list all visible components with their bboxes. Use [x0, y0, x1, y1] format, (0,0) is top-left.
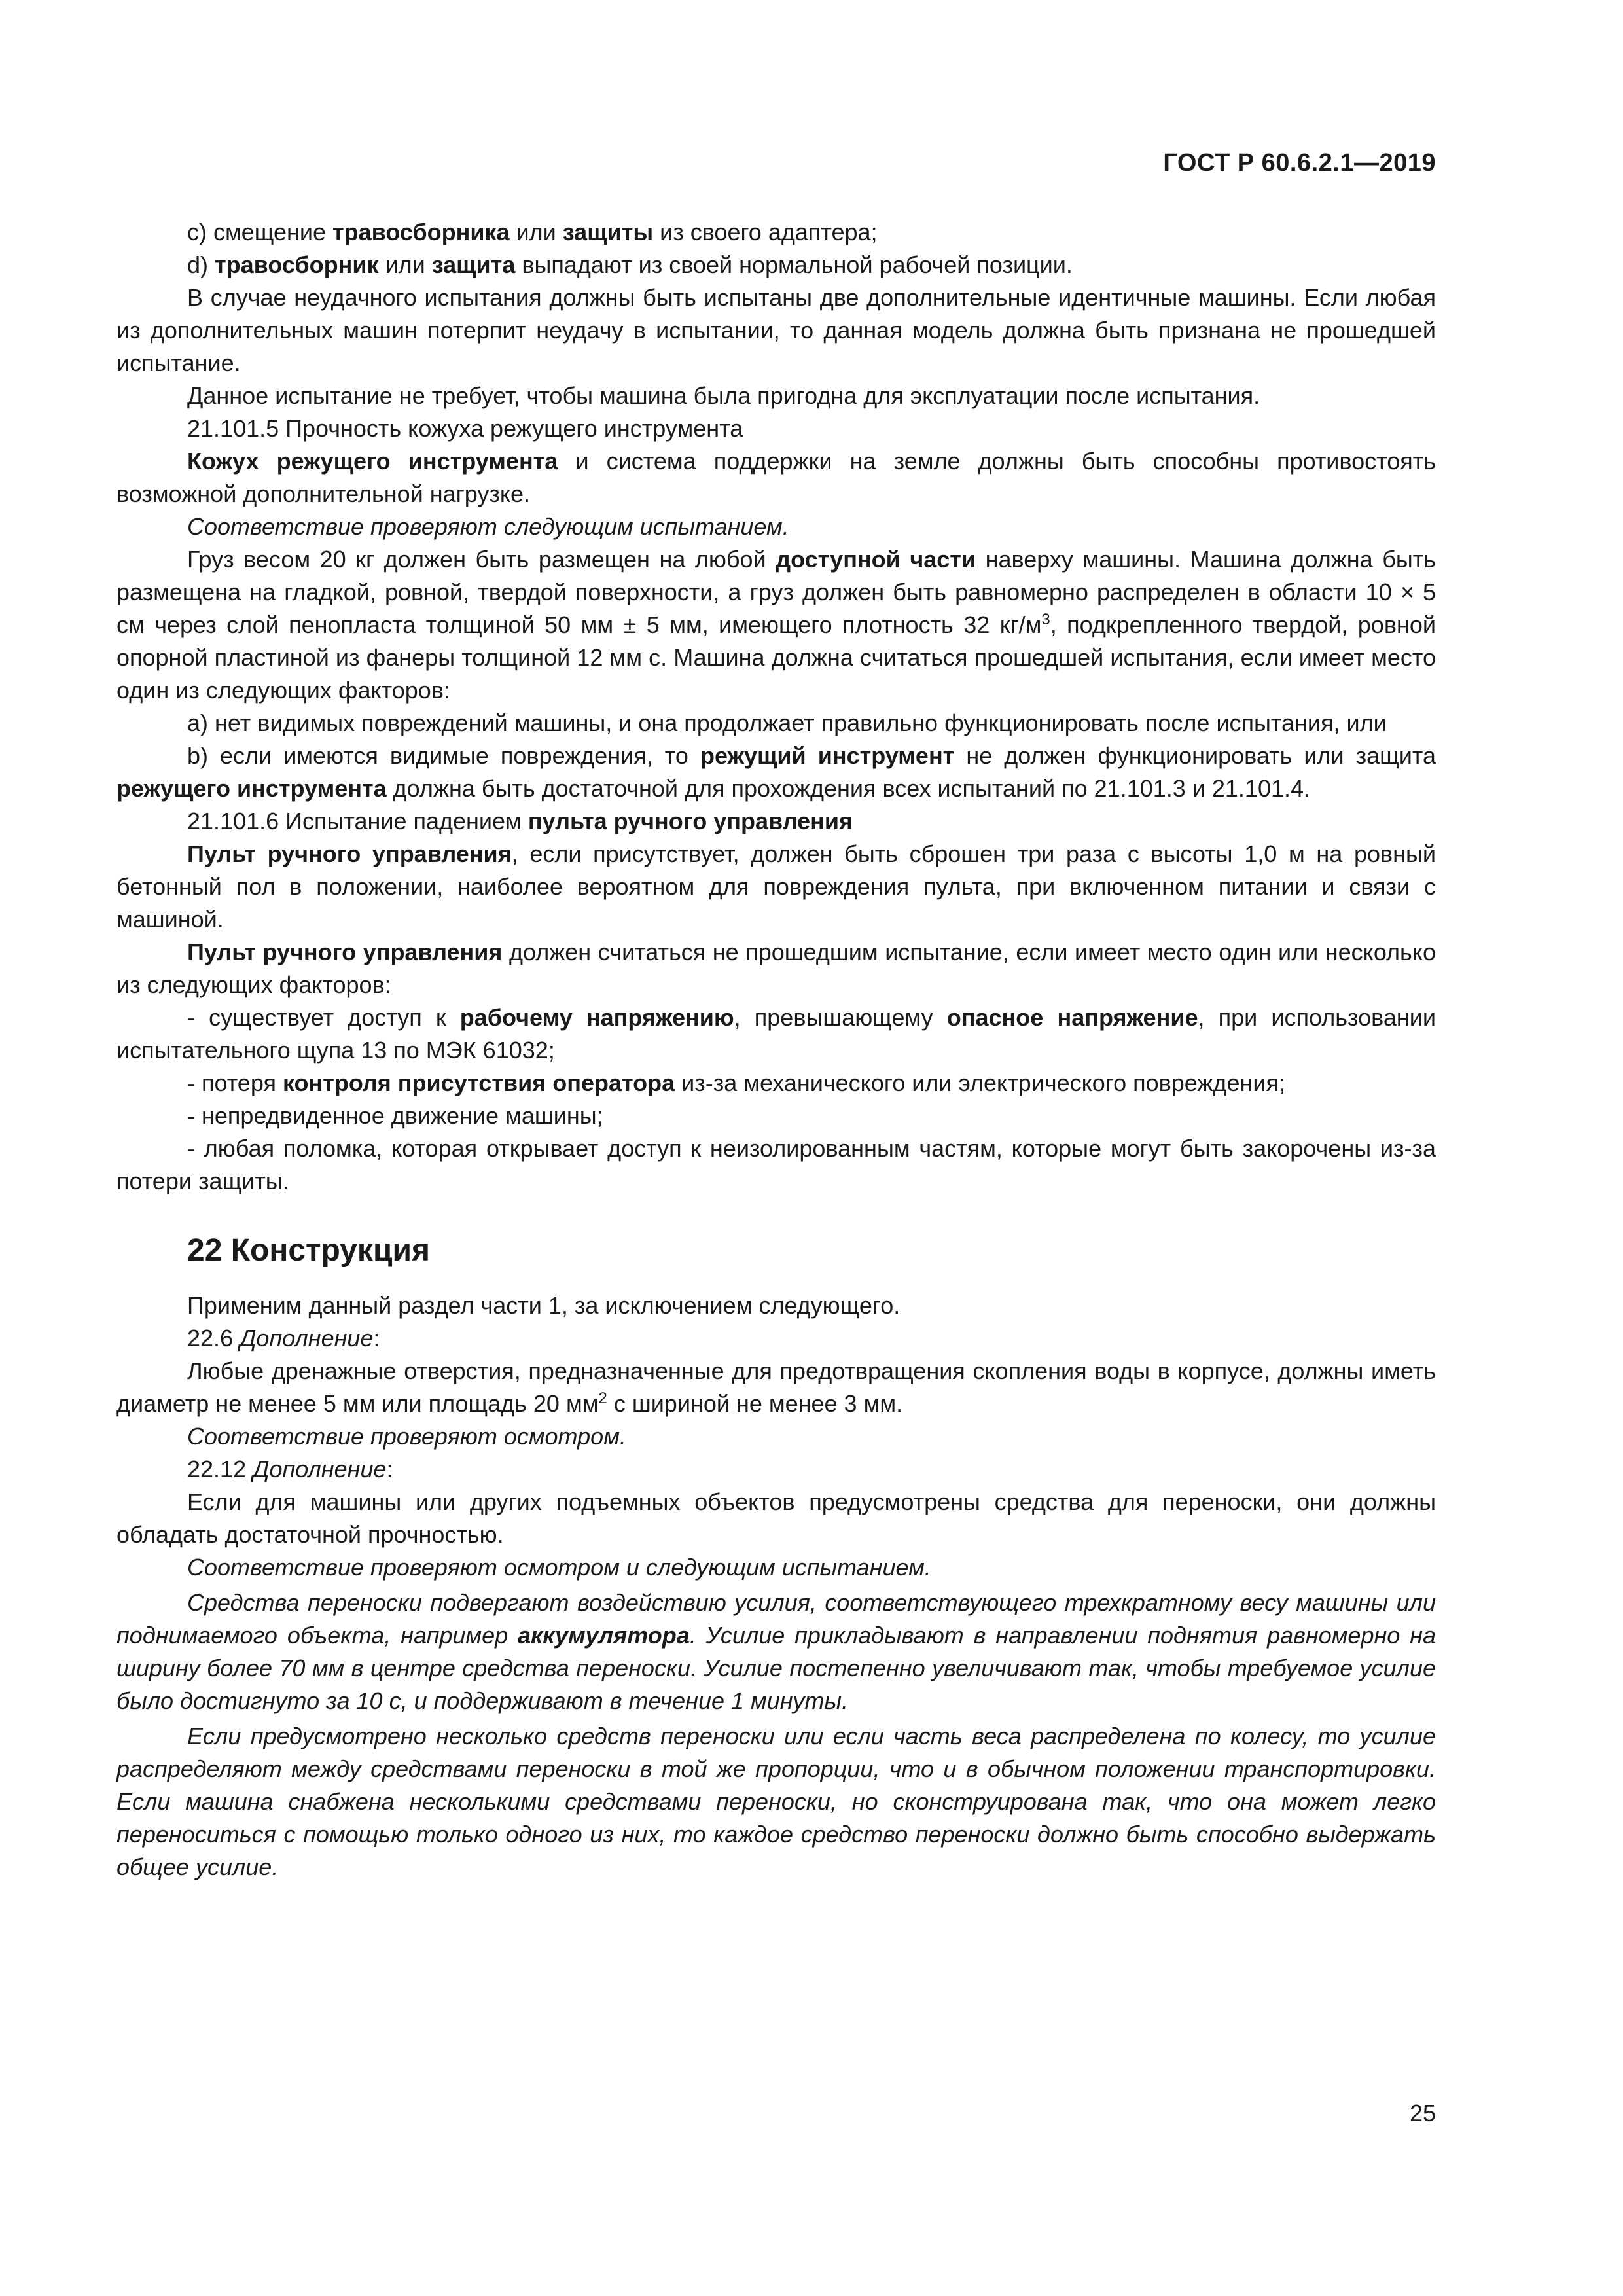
- bold-term: аккумулятора: [518, 1622, 690, 1649]
- paragraph: [116, 1551, 1436, 1584]
- text-run: b) если имеются видимые повреждения, то: [187, 742, 700, 769]
- text-run: Если предусмотрено несколько средств переноски или если часть веса распределена по колесу, то усилие распределяют между средствами переноски в той же пропорции, что и в обычном положении транспортировки. Если машина снабжена несколькими средствами переноски, но сконструирована так, что она может легко переноситься с помощью только одного из них, то каждое средство переноски должно быть способно выдержать общее усилие.: [116, 1723, 1436, 1880]
- bold-term: травосборника: [332, 219, 510, 245]
- text-run: :: [386, 1456, 393, 1482]
- bold-term: защита: [431, 251, 516, 278]
- text-run: и система поддержки на земле должны быть способны противостоять возможной дополнительной нагрузке.: [116, 448, 1436, 507]
- text-run: с шириной не менее 3 мм.: [607, 1390, 903, 1417]
- text-run: . Усилие прикладывают в направлении поднятия равномерно на ширину более 70 мм в центре средства переноски. Усилие постепенно увеличивают так, чтобы требуемое усилие было достигнуто за 10 с, и поддерживают в течение 1 минуты.: [116, 1622, 1436, 1714]
- text-run: - потеря: [187, 1069, 283, 1096]
- text-run: , подкрепленного твердой, ровной опорной пластиной из фанеры толщиной 12 мм с. Машина должна считаться прошедшей испытания, если имеет место один из следующих факторов:: [116, 611, 1436, 704]
- paragraph: [116, 1132, 1436, 1198]
- text-run: c) смещение: [187, 219, 333, 245]
- text-run: , превышающему: [734, 1004, 947, 1031]
- text-run: , если присутствует, должен быть сброшен три раза с высоты 1,0 м на ровный бетонный пол в положении, наиболее вероятном для повреждения пульта, при включенном питании и связи с машиной.: [116, 840, 1436, 933]
- document-id-header: ГОСТ Р 60.6.2.1—2019: [1163, 149, 1436, 177]
- text-run: из-за механического или электрического повреждения;: [675, 1069, 1286, 1096]
- text-run: 22.12: [187, 1456, 253, 1482]
- paragraph: [116, 1001, 1436, 1067]
- text-run: Применим данный раздел части 1, за исключением следующего.: [187, 1292, 901, 1319]
- paragraph: [116, 216, 1436, 249]
- text-run: В случае неудачного испытания должны быть испытаны две дополнительные идентичные машины. Если любая из дополнительных машин потерпит неудачу в испытании, то данная модель должна быть признана не прошедшей испытание.: [116, 284, 1436, 376]
- paragraph: [116, 281, 1436, 380]
- paragraph: [116, 1322, 1436, 1355]
- paragraph: [116, 740, 1436, 805]
- superscript: 2: [598, 1390, 607, 1407]
- text-run: - существует доступ к: [187, 1004, 460, 1031]
- paragraph: [116, 805, 1436, 838]
- text-run: должен считаться не прошедшим испытание, если имеет место один или несколько из следующих факторов:: [116, 939, 1436, 998]
- bold-term: травосборник: [215, 251, 379, 278]
- paragraph: [116, 838, 1436, 936]
- text-run: 21.101.5 Прочность кожуха режущего инструмента: [187, 415, 743, 442]
- paragraph: [116, 1587, 1436, 1717]
- text-run: - непредвиденное движение машины;: [187, 1102, 603, 1129]
- paragraph: [116, 543, 1436, 707]
- paragraph: [116, 511, 1436, 543]
- text-run: a) нет видимых повреждений машины, и она продолжает правильно функционировать после испытания, или: [187, 709, 1387, 736]
- paragraph: [116, 1067, 1436, 1100]
- text-run: 21.101.6 Испытание падением: [187, 808, 528, 834]
- text-run: из своего адаптера;: [653, 219, 878, 245]
- text-run: :: [373, 1325, 380, 1352]
- text-run: Соответствие проверяют осмотром.: [187, 1423, 626, 1450]
- bold-term: Пульт ручного управления: [187, 939, 503, 965]
- text-run: d): [187, 251, 215, 278]
- text-run: Соответствие проверяют следующим испытанием.: [187, 513, 789, 540]
- text-run: или: [378, 251, 432, 278]
- text-run: не должен функционировать или защита: [954, 742, 1436, 769]
- paragraph: [116, 936, 1436, 1001]
- text-run: наверху машины. Машина должна быть размещена на гладкой, ровной, твердой поверхности, а груз должен быть равномерно распределен в области 10 × 5 см через слой пенопласта толщиной 50 мм ± 5 мм, имеющего плотность 32 кг/м: [116, 546, 1436, 638]
- text-run: должна быть достаточной для прохождения всех испытаний по 21.101.3 и 21.101.4.: [386, 775, 1311, 802]
- text-run: Любые дренажные отверстия, предназначенные для предотвращения скопления воды в корпусе, должны иметь диаметр не менее 5 мм или площадь 20 мм: [116, 1357, 1436, 1417]
- superscript: 3: [1041, 611, 1050, 628]
- bold-term: режущего инструмента: [116, 775, 387, 802]
- italic-term: Дополнение: [253, 1456, 387, 1482]
- paragraph: [116, 1289, 1436, 1322]
- paragraph: [116, 1486, 1436, 1551]
- bold-term: пульта ручного управления: [527, 808, 853, 834]
- bold-term: доступной части: [776, 546, 976, 573]
- section-heading: [187, 1232, 1436, 1270]
- text-run: , при использовании испытательного щупа 13 по МЭК 61032;: [116, 1004, 1436, 1064]
- page-number: 25: [1409, 2100, 1436, 2126]
- bold-term: Пульт ручного управления: [187, 840, 512, 867]
- paragraph: [116, 445, 1436, 511]
- bold-term: рабочему напряжению: [459, 1004, 734, 1031]
- paragraph: [116, 249, 1436, 281]
- text-run: - любая поломка, которая открывает доступ к неизолированным частям, которые могут быть закорочены из-за потери защиты.: [116, 1135, 1436, 1194]
- bold-term: опасное напряжение: [946, 1004, 1198, 1031]
- paragraph: [116, 1420, 1436, 1453]
- bold-term: режущий инструмент: [700, 742, 955, 769]
- paragraph: [116, 380, 1436, 412]
- text-run: 22 Конструкция: [187, 1233, 430, 1268]
- text-run: Если для машины или других подъемных объектов предусмотрены средства для переноски, они должны обладать достаточной прочностью.: [116, 1488, 1436, 1548]
- paragraph: [116, 1453, 1436, 1486]
- bold-term: защиты: [562, 219, 654, 245]
- paragraph: [116, 1720, 1436, 1884]
- text-run: 22.6: [187, 1325, 240, 1352]
- document-body: [116, 216, 1436, 1884]
- paragraph: [116, 412, 1436, 445]
- text-run: Груз весом 20 кг должен быть размещен на любой: [187, 546, 776, 573]
- italic-term: Дополнение: [240, 1325, 374, 1352]
- paragraph: [116, 1100, 1436, 1132]
- paragraph: [116, 707, 1436, 740]
- text-run: выпадают из своей нормальной рабочей позиции.: [515, 251, 1073, 278]
- text-run: или: [509, 219, 563, 245]
- paragraph: [116, 1355, 1436, 1420]
- text-run: Средства переноски подвергают воздействию усилия, соответствующего трехкратному весу машины или поднимаемого объекта, например: [116, 1589, 1436, 1649]
- bold-term: Кожух режущего инструмента: [187, 448, 558, 475]
- text-run: Данное испытание не требует, чтобы машина была пригодна для эксплуатации после испытания.: [187, 382, 1260, 409]
- text-run: Соответствие проверяют осмотром и следующим испытанием.: [187, 1554, 931, 1581]
- bold-term: контроля присутствия оператора: [282, 1069, 675, 1096]
